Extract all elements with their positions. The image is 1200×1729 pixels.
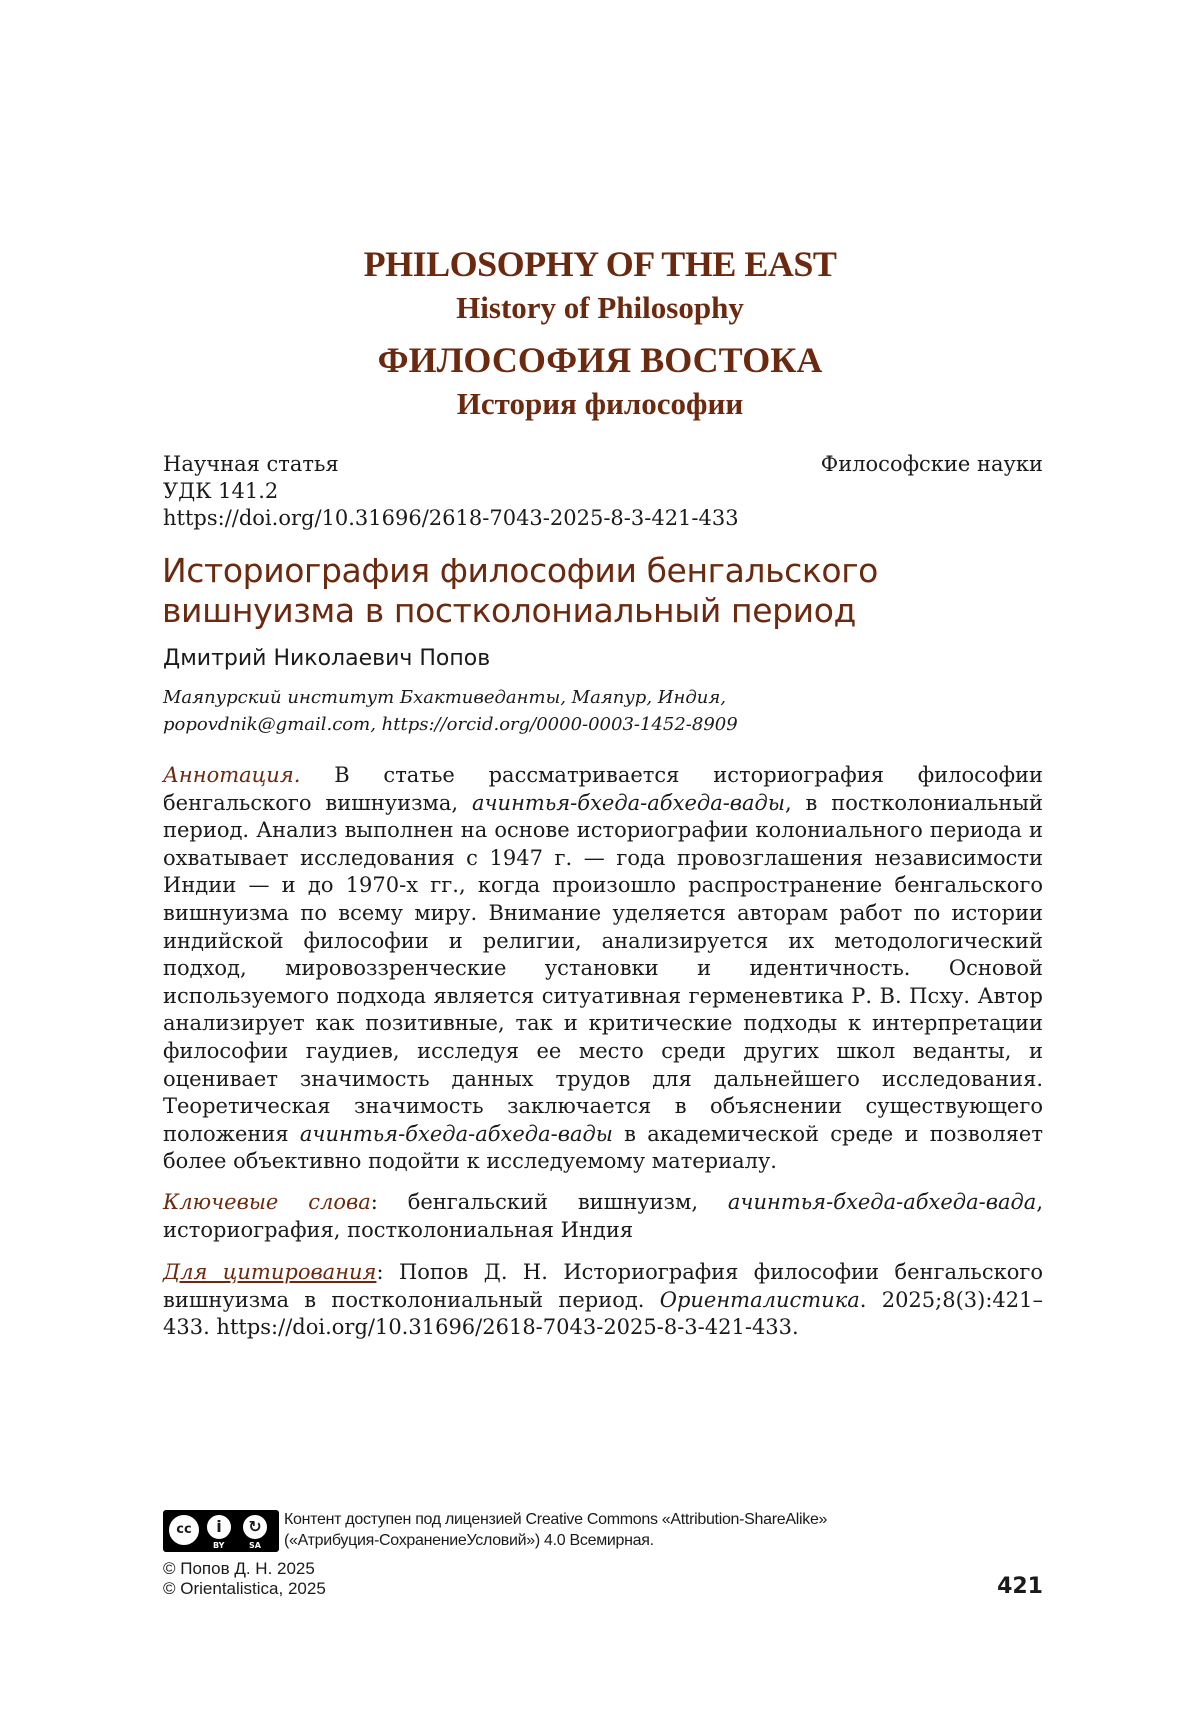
article-title-line: вишнуизма в постколониальный период xyxy=(162,591,856,630)
citation-journal: Ориенталистика xyxy=(659,1287,860,1312)
abstract-text: в академической среде и позволяет более объективно подойти к исследуемому материалу. xyxy=(163,1121,1043,1174)
by-label: BY xyxy=(213,1541,225,1550)
article-type: Научная статья xyxy=(163,452,339,476)
rubric-ru-subtitle: История философии xyxy=(456,386,744,421)
license-line: («Атрибуция-СохранениеУсловий») 4.0 Всемирная. xyxy=(284,1532,654,1549)
share-alike-icon: ↻ xyxy=(241,1513,269,1541)
citation xyxy=(163,1259,1043,1342)
license-line: Контент доступен под лицензией Creative Commons «Attribution-ShareAlike» xyxy=(284,1511,828,1528)
copyright-journal: © Orientalistica, 2025 xyxy=(163,1579,326,1598)
attribution-icon: i xyxy=(205,1513,233,1541)
article-title xyxy=(162,551,1042,631)
citation-text: : Попов Д. Н. Историография философии бенгальского вишнуизма в постколониальный период. xyxy=(163,1260,1043,1312)
rubric-en-subtitle: History of Philosophy xyxy=(456,290,744,325)
udc-code: УДК 141.2 xyxy=(163,479,279,503)
copyright-author: © Попов Д. Н. 2025 xyxy=(163,1559,315,1578)
page-number: 421 xyxy=(997,1574,1043,1599)
keywords-label: Ключевые слова xyxy=(163,1190,371,1214)
article-title-line: Историография философии бенгальского xyxy=(162,551,878,590)
keywords-text: , историография, постколониальная Индия xyxy=(163,1190,1043,1242)
author-affiliation: Маяпурский институт Бхактиведанты, Маяпур, Индия, xyxy=(163,687,726,708)
keywords-text: : бенгальский вишнуизм, xyxy=(370,1190,728,1214)
abstract-text: , в постколониальный период. Анализ выполнен на основе историографии колониального периода и охватывает исследования с 1947 г. — года провозглашения независимости Индии — и до 1970-х гг., когда произошло распространение бенгальского вишнуизма по всему миру. Внимание уделяется авторам работ по истории индийской философии и религии, анализируется их методологический подход, мировоззренческие установки и идентичность. Основой используемого подхода является ситуативная герменевтика Р. В. Псху. Автор анализирует как позитивные, так и критические подходы к интерпретации философии гаудиев, исследуя ее место среди других школ веданты, и оценивает значимость данных трудов для дальнейшего исследования. Теоретическая значимость заключается в объяснении существующего положения xyxy=(163,790,1043,1146)
doi-link[interactable]: https://doi.org/10.31696/2618-7043-2025-8-3-421-433 xyxy=(163,506,739,530)
author-contacts[interactable]: popovdnik@gmail.com, https://orcid.org/0000-0003-1452-8909 xyxy=(163,714,738,735)
citation-text: . 2025;8(3):421–433. https://doi.org/10.31696/2618-7043-2025-8-3-421-433. xyxy=(163,1287,1043,1340)
citation-label: Для цитирования xyxy=(163,1260,377,1284)
author-name: Дмитрий Николаевич Попов xyxy=(163,646,491,671)
abstract-label: Аннотация. xyxy=(163,763,301,787)
cc-icon: cc xyxy=(167,1513,201,1547)
abstract xyxy=(163,762,1043,1176)
science-field: Философские науки xyxy=(820,452,1043,476)
sa-label: SA xyxy=(249,1541,261,1550)
abstract-term: ачинтья-бхеда-абхеда-вады xyxy=(471,790,785,815)
rubric-en-title: PHILOSOPHY OF THE EAST xyxy=(363,244,837,284)
abstract-text: В статье рассматривается историография философии бенгальского вишнуизма, xyxy=(163,763,1043,815)
keywords xyxy=(163,1189,1043,1244)
rubric-ru-title: ФИЛОСОФИЯ ВОСТОКА xyxy=(377,340,823,380)
keywords-term: ачинтья-бхеда-абхеда-вада xyxy=(727,1190,1037,1214)
cc-by-sa-badge[interactable] xyxy=(163,1510,279,1552)
abstract-term: ачинтья-бхеда-абхеда-вады xyxy=(299,1121,613,1146)
license-text xyxy=(284,1509,827,1551)
